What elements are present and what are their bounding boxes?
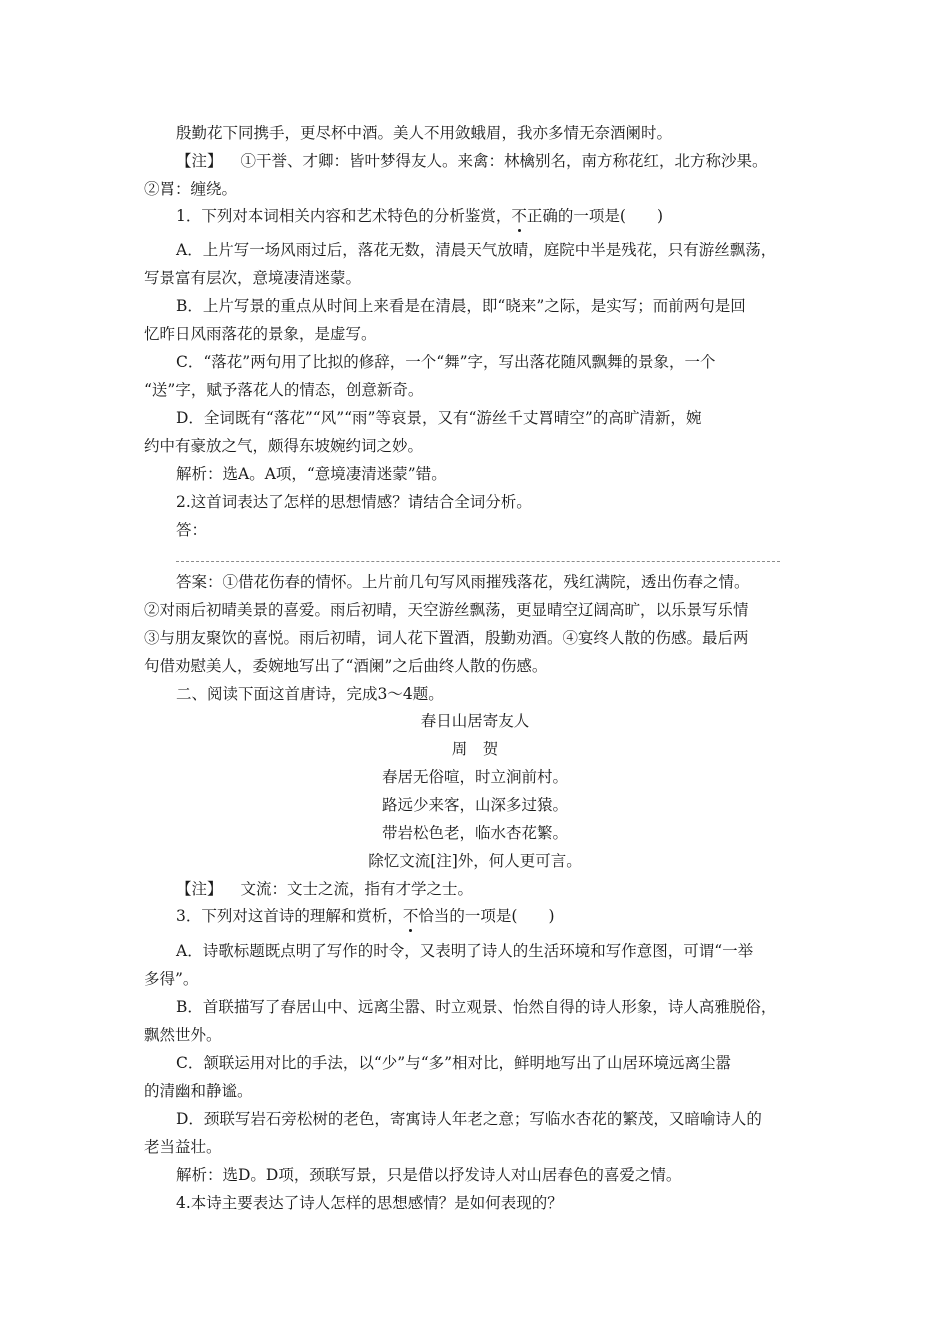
option-a-line1: A．诗歌标题既点明了写作的时令，又表明了诗人的生活环境和写作意图，可谓“一举	[176, 942, 754, 960]
option-c-line2: 的清幽和静谧。	[144, 1082, 253, 1100]
poem-title: 春日山居寄友人	[420, 712, 530, 730]
option-b-line1: B．首联描写了春居山中、远离尘嚣、时立观景、怡然自得的诗人形象，诗人高雅脱俗，	[176, 998, 777, 1016]
option-d-line1: D．颈联写岩石旁松树的老色，寄寓诗人年老之意；写临水杏花的繁茂，又暗喻诗人的	[176, 1110, 762, 1128]
option-a-line1: A．上片写一场风雨过后，落花无数，清晨天气放晴，庭院中半是残花，只有游丝飘荡，	[176, 241, 777, 259]
poem-author: 周 贺	[451, 740, 499, 758]
option-c-line1: C．“落花”两句用了比拟的修辞，一个“舞”字，写出落花随风飘舞的景象，一个	[176, 353, 716, 371]
verse-line: 殷勤花下同携手，更尽杯中酒。美人不用敛蛾眉，我亦多情无奈酒阑时。	[176, 124, 673, 142]
question-4-stem: 4.本诗主要表达了诗人怎样的思想感情？是如何表现的？	[176, 1194, 563, 1212]
option-b-line2: 飘然世外。	[144, 1026, 222, 1044]
note-continuation: ②罥：缠绕。	[144, 180, 238, 198]
answer-2-line4: 句借劝慰美人，委婉地写出了“酒阑”之后曲终人散的伤感。	[144, 657, 548, 675]
emphasis-mark: 不	[402, 907, 419, 925]
note-text: 文流：文士之流，指有才学之士。	[240, 880, 474, 898]
question-2-stem: 2.这首词表达了怎样的思想情感？请结合全词分析。	[176, 493, 532, 511]
answer-2-line1: 答案：①借花伤春的情怀。上片前几句写风雨摧残落花，残红满院，透出伤春之情。	[176, 573, 750, 591]
option-a-line2: 写景富有层次，意境凄清迷蒙。	[144, 269, 362, 287]
analysis-3: 解析：选D。D项，颈联写景，只是借以抒发诗人对山居春色的喜爱之情。	[176, 1166, 682, 1184]
question-3-stem: 3．下列对这首诗的理解和赏析，不恰当的一项是( )	[176, 907, 555, 925]
option-a-line2: 多得”。	[144, 970, 199, 988]
emphasis-mark: 不	[511, 207, 527, 225]
option-b-line2: 忆昨日风雨落花的景象，是虚写。	[144, 325, 377, 343]
poem-line: 路远少来客，山深多过猿。	[381, 796, 568, 814]
question-1-stem: 1．下列对本词相关内容和艺术特色的分析鉴赏，不正确的一项是( )	[176, 207, 664, 225]
answer-2-line3: ③与朋友聚饮的喜悦。雨后初晴，词人花下置酒，殷勤劝酒。④宴终人散的伤感。最后两	[144, 629, 749, 647]
poem-line: 春居无俗喧，时立涧前村。	[381, 768, 568, 786]
section-heading: 二、阅读下面这首唐诗，完成3～4题。	[176, 685, 444, 703]
answer-prompt: 答：	[176, 521, 208, 539]
option-c-line2: “送”字，赋予落花人的情态，创意新奇。	[144, 381, 424, 399]
option-d-line1: D．全词既有“落花”“风”“雨”等哀景，又有“游丝千丈罥晴空”的高旷清新，婉	[176, 409, 702, 427]
option-c-line1: C．颔联运用对比的手法，以“少”与“多”相对比，鲜明地写出了山居环境远离尘嚣	[176, 1054, 732, 1072]
note-tag: 【注】	[176, 880, 223, 898]
option-d-line2: 老当益壮。	[144, 1138, 222, 1156]
answer-line	[176, 561, 780, 562]
answer-2-line2: ②对雨后初晴美景的喜爱。雨后初晴，天空游丝飘荡，更显晴空辽阔高旷，以乐景写乐情	[144, 601, 749, 619]
note-tag: 【注】	[176, 152, 223, 170]
note-line	[176, 151, 768, 171]
poem-line: 带岩松色老，临水杏花繁。	[381, 824, 568, 842]
analysis-1: 解析：选A。A项，“意境凄清迷蒙”错。	[176, 465, 447, 483]
option-d-line2: 约中有豪放之气，颇得东坡婉约词之妙。	[144, 437, 424, 455]
option-b-line1: B．上片写景的重点从时间上来看是在清晨，即“晓来”之际，是实写；而前两句是回	[176, 297, 746, 315]
note-text: ①干誉、才卿：皆叶梦得友人。来禽：林檎别名，南方称花红，北方称沙果。	[240, 152, 768, 170]
note-line	[176, 879, 473, 899]
poem-line: 除忆文流[注]外，何人更可言。	[368, 852, 582, 870]
